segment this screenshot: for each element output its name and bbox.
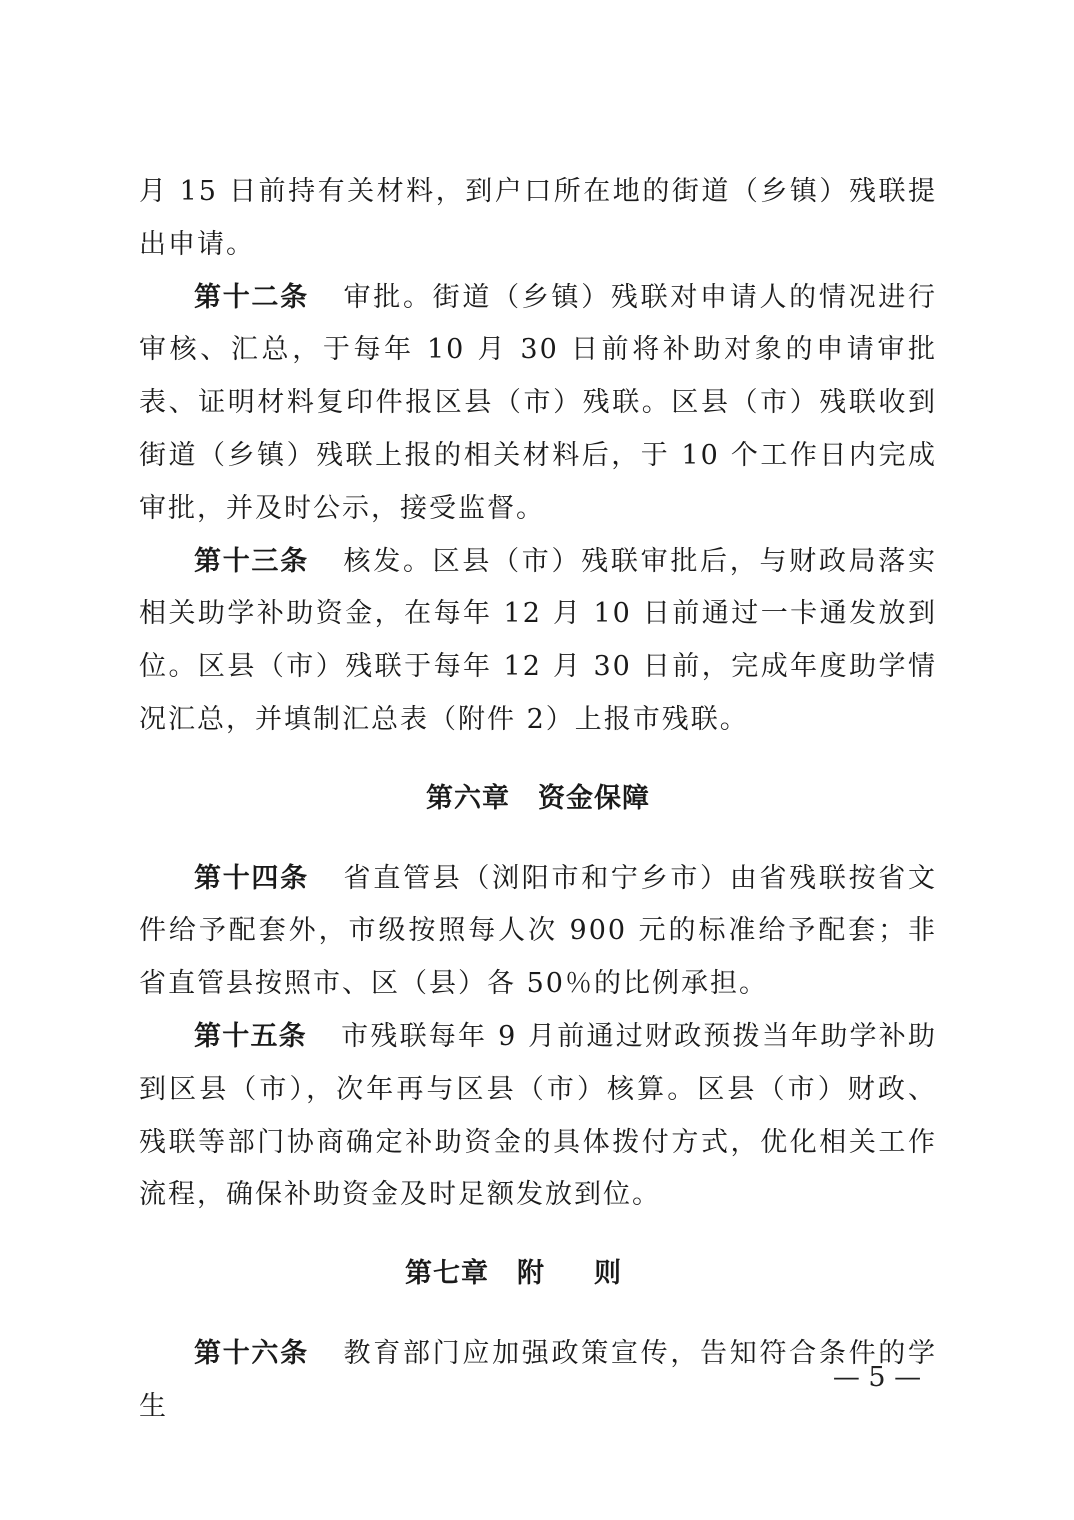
article-number: 第十四条 bbox=[194, 862, 309, 894]
chapter-number: 第六章 bbox=[426, 782, 510, 814]
article-16 bbox=[139, 1328, 937, 1434]
chapter-7-heading bbox=[139, 1248, 937, 1301]
page-number: — 5 — bbox=[832, 1362, 922, 1393]
article-15 bbox=[139, 1011, 937, 1222]
chapter-number: 第七章 bbox=[405, 1258, 489, 1290]
article-text: 省直管县（浏阳市和宁乡市）由省残联按省文件给予配套外，市级按照每人次 900 元的标准给予配套；非省直管县按照市、区（县）各 50％的比例承担。 bbox=[139, 862, 938, 1000]
article-text: 审批。街道（乡镇）残联对申请人的情况进行审核、汇总，于每年 10 月 30 日前将补助对象的申请审批表、证明材料复印件报区县（市）残联。区县（市）残联收到街道（乡镇）残联上报的相关材料后，于 10 个工作日内完成审批，并及时公示，接受监督。 bbox=[139, 281, 938, 524]
chapter-title: 附则 bbox=[517, 1258, 671, 1290]
article-12 bbox=[139, 272, 937, 536]
article-number: 第十三条 bbox=[194, 545, 309, 577]
article-text: 核发。区县（市）残联审批后，与财政局落实相关助学补助资金，在每年 12 月 10 日前通过一卡通发放到位。区县（市）残联于每年 12 月 30 日前，完成年度助学情况汇总，并填制汇总表（附件 2）上报市残联。 bbox=[139, 545, 938, 735]
intro-paragraph: 月 15 日前持有关材料，到户口所在地的街道（乡镇）残联提出申请。 bbox=[139, 176, 937, 260]
article-text: 教育部门应加强政策宣传，告知符合条件的学生 bbox=[139, 1337, 938, 1422]
article-number: 第十五条 bbox=[194, 1020, 307, 1052]
chapter-title: 资金保障 bbox=[538, 782, 650, 814]
article-text: 市残联每年 9 月前通过财政预拨当年助学补助到区县（市），次年再与区县（市）核算。区县（市）财政、残联等部门协商确定补助资金的具体拨付方式，优化相关工作流程，确保补助资金及时足额发放到位。 bbox=[139, 1020, 937, 1211]
document-body bbox=[139, 166, 937, 1434]
chapter-6-heading bbox=[139, 773, 937, 826]
article-14 bbox=[139, 853, 937, 1011]
article-number: 第十二条 bbox=[194, 281, 309, 313]
article-number: 第十六条 bbox=[194, 1337, 309, 1369]
article-13 bbox=[139, 536, 937, 747]
